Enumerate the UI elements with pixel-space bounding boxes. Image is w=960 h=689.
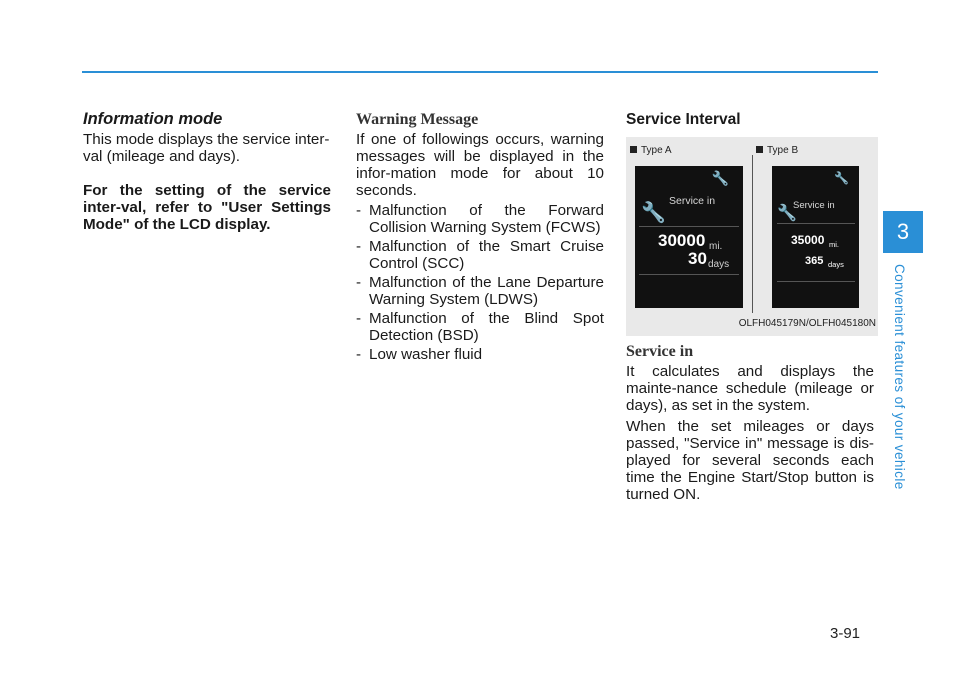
service-in-title: Service in: [669, 195, 716, 207]
days-unit: days: [708, 259, 730, 270]
cluster-screen-type-b: [772, 166, 859, 308]
figure-divider: [752, 155, 753, 313]
top-rule: [82, 71, 878, 73]
info-paragraph: This mode displays the service inter-val (mileage and days).: [83, 131, 330, 165]
chapter-title: Convenient features of your vehicle: [892, 264, 907, 490]
warning-list: [356, 202, 604, 363]
service-wrench-icon: 🔧: [641, 202, 666, 224]
heading-warning-message: Warning Message: [356, 111, 479, 128]
heading-service-in: Service in: [626, 343, 694, 360]
column-service-interval: [626, 111, 874, 503]
chapter-number-tab: 3: [883, 211, 923, 253]
days-value: 30: [688, 249, 707, 268]
column-warning-message: [356, 111, 604, 365]
heading-service-interval: Service Interval: [626, 111, 741, 128]
service-in-paragraph-2: When the set mileages or days passed, "Service in" message is dis-played for several seconds each time the Engine Start/Stop button is turned ON.: [626, 418, 874, 503]
mileage-value: 35000: [791, 233, 825, 247]
type-a-label: Type A: [630, 142, 672, 159]
list-item: - Malfunction of the Smart Cruise Control (SCC): [356, 238, 604, 272]
info-setting-note: For the setting of the service inter-val, refer to "User Settings Mode" of the LCD display.: [83, 182, 331, 233]
divider-line: [777, 281, 855, 282]
list-item: - Malfunction of the Forward Collision Warning System (FCWS): [356, 202, 604, 236]
wrench-icon: 🔧: [834, 171, 849, 185]
service-in-title: Service in: [793, 200, 835, 211]
list-item: - Malfunction of the Lane Departure Warning System (LDWS): [356, 274, 604, 308]
column-information-mode: [83, 111, 331, 233]
chapter-sidebar: [883, 211, 923, 497]
cluster-screen-type-a: [635, 166, 743, 308]
warning-intro: If one of followings occurs, warning messages will be displayed in the infor-mation mode for about 10 seconds.: [356, 131, 604, 199]
service-interval-figure: [626, 137, 878, 336]
list-item: - Low washer fluid: [356, 346, 604, 363]
wrench-icon: 🔧: [711, 170, 729, 186]
type-b-label: Type B: [756, 142, 798, 159]
days-value: 365: [805, 255, 824, 267]
page-number: 3-91: [830, 625, 861, 642]
service-in-paragraph-1: It calculates and displays the mainte-nance schedule (mileage or days), as set in the system.: [626, 363, 874, 414]
divider-line: [639, 274, 739, 275]
divider-line: [777, 223, 855, 224]
days-unit: days: [828, 260, 844, 269]
list-item: - Malfunction of the Blind Spot Detection (BSD): [356, 310, 604, 344]
mileage-value: 30000: [658, 231, 706, 250]
figure-code: OLFH045179N/OLFH045180N: [738, 318, 876, 329]
service-wrench-icon: 🔧: [777, 205, 797, 222]
mileage-unit: mi.: [829, 240, 839, 249]
divider-line: [639, 226, 739, 227]
mileage-unit: mi.: [709, 241, 723, 252]
heading-information-mode: Information mode: [83, 110, 223, 128]
